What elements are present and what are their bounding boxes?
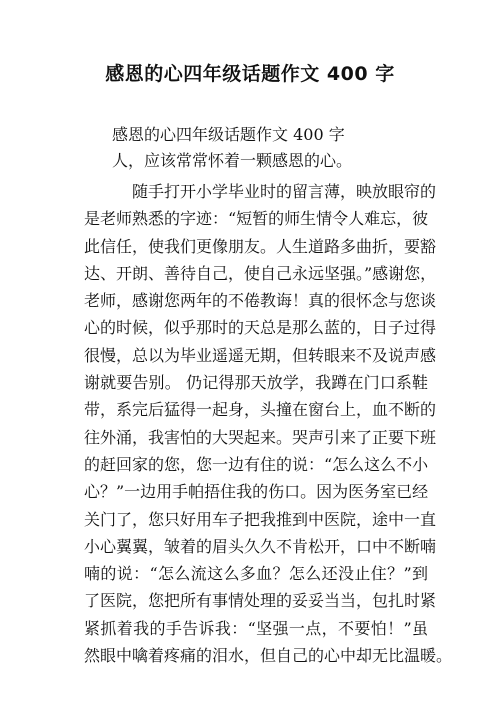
essay-body xyxy=(84,178,453,669)
essay-line: 往外涌，我害怕的大哭起来。哭声引来了正要下班 xyxy=(84,427,437,447)
essay-line: 谢就要告别。 仍记得那天放学，我蹲在门口系鞋 xyxy=(84,373,428,393)
essay-line: 达、开朗、善待自己，使自己永远坚强。”感谢您， xyxy=(84,263,437,283)
essay-line: 随手打开小学毕业时的留言薄，映放眼帘的 xyxy=(132,182,437,201)
essay-line: 了医院，您把所有事情处理的妥妥当当，包扎时紧 xyxy=(84,591,437,611)
essay-line: 带，系完后猛得一起身，头撞在窗台上，血不断的 xyxy=(84,400,437,420)
essay-line: 是老师熟悉的字迹：“短暂的师生情令人难忘，彼 xyxy=(84,209,429,229)
document-title: 感恩的心四年级话题作文 400 字 xyxy=(105,63,395,85)
lead-sentence: 人，应该常常怀着一颗感恩的心。 xyxy=(112,151,353,170)
essay-line: 很慢，总以为毕业遥遥无期，但转眼来不及说声感 xyxy=(84,345,437,365)
essay-line: 此信任，使我们更像朋友。人生道路多曲折，要豁 xyxy=(84,236,437,256)
essay-line: 心？”一边用手帕捂住我的伤口。因为医务室已经 xyxy=(84,482,429,502)
document-subtitle: 感恩的心四年级话题作文 400 字 xyxy=(112,125,345,144)
essay-line: 小心翼翼，皱着的眉头久久不肯松开，口中不断喃 xyxy=(84,536,437,556)
essay-line: 喃的说：“怎么流这么多血？怎么还没止住？”到 xyxy=(84,564,428,584)
essay-line: 关门了，您只好用车子把我推到中医院，途中一直 xyxy=(84,509,437,529)
essay-line: 紧抓着我的手告诉我：“坚强一点，不要怕！”虽 xyxy=(84,618,428,638)
essay-line: 然眼中噙着疼痛的泪水，但自己的心中却无比温暖。 xyxy=(84,646,453,666)
essay-line: 老师，感谢您两年的不倦教诲！真的很怀念与您谈 xyxy=(84,291,437,311)
essay-line: 心的时候，似乎那时的天总是那么蓝的，日子过得 xyxy=(84,318,437,338)
essay-line: 的赶回家的您，您一边有住的说：“怎么这么不小 xyxy=(84,454,429,474)
